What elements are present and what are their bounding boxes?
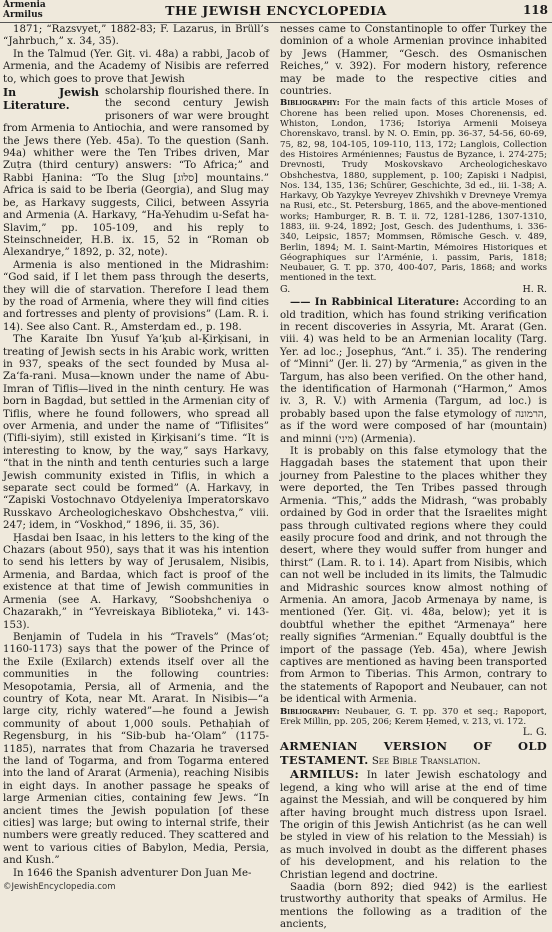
running-head-line-1: Armenia [3,0,46,10]
paragraph: 1871; “Razsvyet,” 1882-83; F. Lazarus, in Brüll’s “Jahrbuch,” x. 34, 35). [3,24,269,48]
paragraph: Ḥasdai ben Isaac, in his letters to the king of the Chazars (about 950), says that it was his intention to send his letters by way of Jerusalem, Nisibis, Armenia, and Bardaa, which fact is proof of the existence at that time of Jewish communities in Armenia (see A. Harkavy, “Soobshcheniya o Chazarakh,” in “Yevreiskaya Biblioteka,” vi. 143-153). [3,532,269,631]
bibliography-label: Bibliography: [280,706,340,717]
encyclopedia-title: THE JEWISH ENCYCLOPEDIA [165,3,387,18]
bibliography-text: Neubauer, G. T. pp. 370 et seq.; Rapoport, Erek Millin, pp. 205, 206; Kerem Ḥemed, v. 213, vi. 172. [280,706,547,727]
section-heading-rabbinical: —— In Rabbinical Literature: [290,296,460,309]
paragraph: Armenia is also mentioned in the Midrashim: “God said, if I let them pass through the deserts, they will die of starvation. Therefore I lead them by the road of Armenia, where they will find cities and fortresses and plenty of provisions” (Lam. R. i. 14). See also Cant. R., Amsterdam ed., p. 198. [3,259,269,333]
paragraph: Benjamin of Tudela in his “Travels” (Mas‘ot; 1160-1173) says that the power of the Prince of the Exile (Exilarch) extends itself over all the communities in the following countries: Mesopotamia, Persia, all of Armenia, and the country of Kota, near Mt. Ararat. In Nisibis—“a large city, richly watered”—he found a Jewish community of about 1,000 souls. Pethaḥiah of Regensburg, in his “Sib-bub ha-‘Olam” (1175-1185), narrates that from Chazaria he traversed the land of Togarma, and from Togarma entered into the land of Ararat (Armenia), reaching Nisibis in eight days. In another passage he speaks of large Armenian cities, containing few Jews. “In ancient times the Jewish population [of these cities] was large; but owing to internal strife, their numbers were greatly reduced. They scattered and went to various cities of Babylon, Media, Persia, and Kush.” [3,631,269,867]
left-column [3,24,269,884]
footer-credit: ©JewishEncyclopedia.com [3,882,116,892]
entry [280,740,547,769]
paragraph [3,49,269,86]
bibliography [280,98,547,283]
signature-initials: H. R. [522,283,547,295]
entry [280,768,547,882]
page-number: 118 [522,3,548,17]
paragraph: nesses came to Constantinople to offer Turkey the dominion of a whole Armenian province inhabited by Jews (Hammer, “Gesch. des Osmanischen Reiches,” v. 392). For modern history, reference may be made to the respective cities and countries. [280,24,547,98]
bibliography [280,707,547,728]
entry-title-armenian-version: ARMENIAN VERSION OF OLD TESTAMENT. [280,738,547,767]
side-heading-jewish-literature: In Jewish Literature. [3,86,99,113]
paragraph: It is probably on this false etymology that the Haggadah bases the statement that upon their journey from Palestine to the places whither they were deported, the Ten Tribes passed through Armenia. “This,” adds the Midrash, “was probably ordained by God in order that the Israelites might pass through cultivated regions where they could easily procure food and drink, and not through the desert, where they would suffer from hunger and thirst” (Lam. R. to i. 14). Apart from Nisibis, which can not well be included in its limits, the Talmudic and Midrashic sources know almost nothing of Armenia. An amora, Jacob Armenaya by name, is mentioned (Yer. Giṭ. vi. 48a, below); yet it is doubtful whether the epithet “Armenaya” here really signifies “Armenian.” Equally doubtful is the import of the passage (Yeb. 45a), where Jewish captives are mentioned as having been transported from Armon to Tiberias. This Armon, contrary to the statements of Rapoport and Neubauer, can not be identical with Armenia. [280,446,547,706]
paragraph: Saadia (born 892; died 942) is the earliest trustworthy authority that speaks of Armilus. He mentions the following as a tradition of the ancients, [280,882,547,931]
paragraph [280,296,547,446]
paragraph-text: According to an old tradition, which has found striking verification in recent discoveries in Assyria, Mt. Ararat (Gen. viii. 4) was held to be an Armenian locality (Targ. Yer. ad loc.; Josephus, “Ant.” i. 35). The rendering of “Minni” (Jer. li. 27) by “Armenia,” as given in the Targum, has also been verified. On the other hand, the identification of Harmonah (“Harmon,” Amos iv. 3, R. V.) with Armenia (Targum, ad loc.) is probably based upon the false etymology of הרמונה, as if the word were composed of har (mountain) and minni (מיני) (Armenia). [280,297,547,445]
signature [280,284,547,296]
signature: L. G. [522,727,547,739]
cross-reference-link[interactable]: See Bible Translation. [371,756,481,767]
right-column [280,24,548,931]
bibliography-text: For the main facts of this article Moses of Chorene has been relied upon. Moses Chorenensis, ed. Whiston, London, 1736; Istoriya Armenii Moiseya Chorenskavo, transl. by N. O. Emin, pp. 36-37, 54-56, 60-69, 75, 82, 98, 104-105, 109-110, 113, 172; Langlois, Collection des Histoires Arméniennes; Faustus de Byzance, i. 274-275; Drevnosti, Trudy Moskovskavo Archeologicheskavo Obshchestva, 1880, supplement, p. 100; Zapiski i Nadpisi, Nos. 134, 135, 136; Schürer, Geschichte, 3d ed., iii. 1-38; A. Harkavy, Ob Yazykye Yevreyev Zhivshikh v Drevneye Vremya na Rusi, etc., St. Petersburg, 1865, and the above-mentioned works; Hamburger, R. B. T. ii. 72, 1281-1286, 1307-1310, 1883, iii. 9-24, 1892; Jost, Gesch. des Judenthums, i. 336-340, Leipsic, 1857; Mommsen, Römische Gesch. v. 489, Berlin, 1894; M. I. Saint-Martin, Mémoires Historiques et Géographiques sur l’Arménie, i. passim, Paris, 1818; Neubauer, G. T. pp. 370, 400-407, Paris, 1868; and works mentioned in the text. [280,98,548,284]
signature-code: G. [280,283,291,295]
entry-title-armilus: ARMILUS: [290,767,360,782]
paragraph: scholarship flourished there. In the second century Jewish prisoners of war were brought from Armenia to Antiochia, and were ransomed by the Jews there (Yeb. 45a). To the question (Sanh. 94a) whither were the Ten Tribes driven, Mar Zuṭra (third century) answers: “To Africa;” and Rabbi Ḥanina: “To the Slug [סלוג] mountains.” Africa is said to be Iberia (Georgia), and Slug may be, as Harkavy suggests, Cilici, between Assyria and Armenia (A. Harkavy, “Ha-Yehudim u-Sefat ha-Slavim,” pp. 105-109, and his reply to Steinschneider, H.B. ix. 15, 52 in “Roman ob Alexandrye,” 1892, p. 32, note). [3,86,269,259]
paragraph: In 1646 the Spanish adventurer Don Juan Me- [13,867,252,879]
paragraph-text: In the Talmud (Yer. Giṭ. vi. 48a) a rabbi, Jacob of Armenia, and the Academy of Nisibis are referred to, which goes to prove that Jewish [3,48,269,85]
bibliography-label: Bibliography: [280,98,340,109]
page-header [0,0,552,23]
paragraph: The Karaite Ibn Yusuf Ya‘ḳub al-Ḳirḳisani, in treating of Jewish sects in his Arabic work, written in 937, speaks of the sect founded by Musa al-Za‘fa-rani. Musa—known under the name of Abu-Imran of Tiflis—lived in the ninth century. He was born in Bagdad, but settled in the Armenian city of Tiflis, where he found followers, who spread all over Armenia, and under the name of “Tiflisites” (Tifli-siyim), still existed in Ḳirḳisani’s time. “It is interesting to know, by the way,” says Harkavy, “that in the ninth and tenth centuries such a large Jewish community existed in Tiflis, in which a separate sect could be formed” (A. Harkavy, in “Zapiski Vostochnavo Otdyeleniya Imperatorskavo Russkavo Archeologicheskavo Obshchestva,” viii. 247; idem, in “Voskhod,” 1896, ii. 35, 36). [3,334,269,532]
running-head-line-2: Armilus [3,10,43,20]
paragraph-text: In later Jewish eschatology and legend, a king who will arise at the end of time against the Messiah, and will be conquered by him after having brought much distress upon Israel. The origin of this Jewish Antichrist (as he can well be styled in view of his relation to the Messiah) is as much involved in doubt as the different phases of his development, and his relation to the Christian legend and doctrine. [280,770,547,881]
